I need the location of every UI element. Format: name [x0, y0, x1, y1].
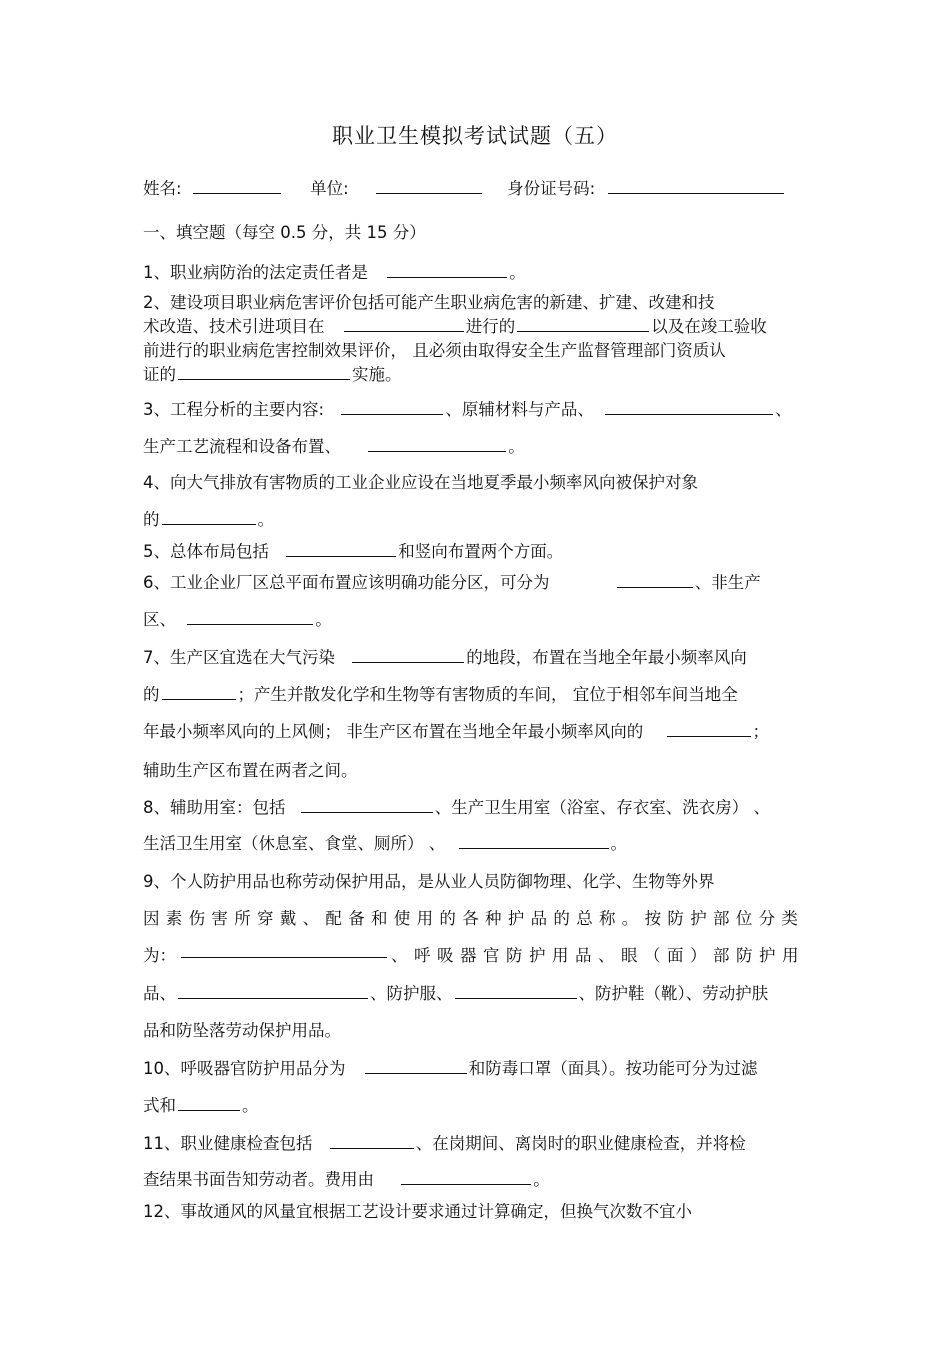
q8-line-2: [143, 830, 627, 854]
q10-text-c: 式和: [143, 1096, 176, 1115]
q9-text-a: 为：: [143, 946, 176, 965]
q3-line-2: [143, 433, 525, 457]
q2-line-2: [143, 313, 767, 337]
q3-blank-2[interactable]: [605, 399, 773, 415]
q3-text-a: 3、工程分析的主要内容:: [143, 400, 325, 419]
q2-text-c: 以及在竣工验收: [651, 317, 767, 336]
unit-label: 单位:: [310, 179, 349, 198]
q8-blank-2[interactable]: [459, 833, 609, 849]
q4-line-1: 4、向大气排放有害物质的工业企业应设在当地夏季最小频率风向被保护对象: [143, 473, 698, 492]
q9-line-3: [143, 942, 805, 966]
q2-line-4: [143, 361, 402, 385]
q9-text-d: 、防护服、: [370, 984, 453, 1003]
q2-text-a: 术改造、技术引进项目在: [143, 317, 325, 336]
q6-line-1: [143, 569, 761, 593]
q6-blank-1[interactable]: [617, 572, 693, 588]
q1-end: 。: [509, 263, 526, 282]
q7-text-d: ；产生并散发化学和生物等有害物质的车间， 宜位于相邻车间当地全: [237, 685, 738, 704]
q9-blank-3[interactable]: [455, 983, 577, 999]
q7-text-f: ；: [752, 722, 769, 741]
q7-text-c: 的: [143, 685, 160, 704]
q10-line-1: [143, 1055, 758, 1079]
q10-text-b: 和防毒口罩（面具）。按功能可分为过滤: [468, 1059, 758, 1078]
q9-text-b: 、呼吸器官防护用品、眼（面）部防护用: [391, 946, 805, 965]
q4-blank[interactable]: [162, 509, 256, 525]
q8-text-a: 8、辅助用室：包括: [143, 798, 286, 817]
q11-blank-2[interactable]: [401, 1169, 531, 1185]
q6-end: 。: [315, 610, 332, 629]
q12-line-1: 12、事故通风的风量宜根据工艺设计要求通过计算确定，但换气次数不宜小: [143, 1202, 692, 1221]
q9-text-c: 品、: [143, 984, 176, 1003]
q8-text-c: 生活卫生用室（休息室、食堂、厕所） 、: [143, 834, 446, 853]
q11-line-2: [143, 1166, 550, 1190]
q9-line-2: 因素伤害所穿戴、配备和使用的各种护品的总称。按防护部位分类: [143, 909, 805, 928]
q4-end: 。: [257, 510, 274, 529]
q11-text-b: 、在岗期间、离岗时的职业健康检查，并将检: [415, 1134, 746, 1153]
q2-line-1: 2、建设项目职业病危害评价包括可能产生职业病危害的新建、扩建、改建和技: [143, 293, 715, 312]
q10-line-2: [143, 1092, 259, 1116]
q10-end: 。: [242, 1096, 259, 1115]
question-5: [143, 538, 563, 562]
q7-line-3: [143, 718, 769, 742]
q3-blank-1[interactable]: [341, 399, 443, 415]
q2-text-b: 进行的: [465, 317, 516, 336]
q6-text-c: 区、: [143, 610, 176, 629]
q3-blank-3[interactable]: [368, 436, 506, 452]
q2-blank-3[interactable]: [178, 364, 350, 380]
q3-line-1: [143, 396, 792, 420]
q10-blank-1[interactable]: [365, 1058, 467, 1074]
q11-blank-1[interactable]: [330, 1133, 414, 1149]
q3-end: 。: [508, 437, 525, 456]
q5-text-b: 和竖向布置两个方面。: [398, 542, 564, 561]
q6-text-b: 、非生产: [694, 573, 761, 592]
q11-text-c: 查结果书面告知劳动者。费用由: [143, 1170, 374, 1189]
q6-blank-2[interactable]: [187, 609, 313, 625]
q9-text-e: 、防护鞋（靴）、劳动护肤: [578, 984, 769, 1003]
q2-line-3: 前进行的职业病危害控制效果评价， 且必须由取得安全生产监督管理部门资质认: [143, 341, 726, 360]
q10-blank-2[interactable]: [178, 1095, 240, 1111]
q1-text: 1、职业病防治的法定责任者是: [143, 263, 368, 282]
name-blank[interactable]: [193, 178, 281, 194]
id-blank[interactable]: [608, 178, 784, 194]
q7-text-e: 年最小频率风向的上风侧； 非生产区布置在当地全年最小频率风向的: [143, 722, 644, 741]
q9-line-1: 9、个人防护用品也称劳动保护用品，是从业人员防御物理、化学、生物等外界: [143, 872, 715, 891]
q7-line-4: 辅助生产区布置在两者之间。: [143, 761, 358, 780]
q5-text-a: 5、总体布局包括: [143, 542, 269, 561]
q11-text-a: 11、职业健康检查包括: [143, 1134, 313, 1153]
q4-text: 的: [143, 510, 160, 529]
q7-blank-1[interactable]: [352, 647, 464, 663]
question-1: [143, 259, 526, 283]
q10-text-a: 10、呼吸器官防护用品分为: [143, 1059, 346, 1078]
q9-blank-1[interactable]: [181, 942, 387, 958]
q9-line-5: 品和防坠落劳动保护用品。: [143, 1021, 341, 1040]
q9-blank-2[interactable]: [178, 983, 368, 999]
q1-blank[interactable]: [387, 262, 507, 278]
q8-text-b: 、生产卫生用室（浴室、存衣室、洗衣房） 、: [434, 798, 770, 817]
q2-text-d: 证的: [143, 365, 176, 384]
q11-end: 。: [533, 1170, 550, 1189]
q8-end: 。: [610, 834, 627, 853]
info-line: [143, 175, 786, 199]
q7-blank-3[interactable]: [667, 721, 751, 737]
q4-line-2: [143, 506, 274, 530]
q3-text-c: 、: [775, 400, 792, 419]
q2-text-e: 实施。: [352, 365, 402, 384]
q7-text-b: 的地段，布置在当地全年最小频率风向: [466, 648, 747, 667]
q3-text-d: 生产工艺流程和设备布置、: [143, 437, 341, 456]
q5-blank[interactable]: [286, 541, 396, 557]
q7-line-1: [143, 644, 747, 668]
q8-blank-1[interactable]: [301, 797, 433, 813]
id-label: 身份证号码:: [507, 179, 596, 198]
unit-blank[interactable]: [376, 178, 482, 194]
q6-text-a: 6、工业企业厂区总平面布置应该明确功能分区，可分为: [143, 573, 550, 592]
q9-line-4: [143, 980, 768, 1004]
q11-line-1: [143, 1130, 746, 1154]
name-label: 姓名:: [143, 179, 182, 198]
section-heading: 一、填空题（每空 0.5 分，共 15 分）: [143, 223, 426, 242]
q6-line-2: [143, 606, 332, 630]
q8-line-1: [143, 794, 770, 818]
q7-line-2: [143, 681, 738, 705]
page-title: 职业卫生模拟考试试题（五）: [332, 124, 618, 148]
q2-blank-1[interactable]: [344, 316, 464, 332]
q7-blank-2[interactable]: [162, 684, 236, 700]
q2-blank-2[interactable]: [517, 316, 649, 332]
q7-text-a: 7、生产区宜选在大气污染: [143, 648, 335, 667]
q3-text-b: 、原辅材料与产品、: [445, 400, 594, 419]
